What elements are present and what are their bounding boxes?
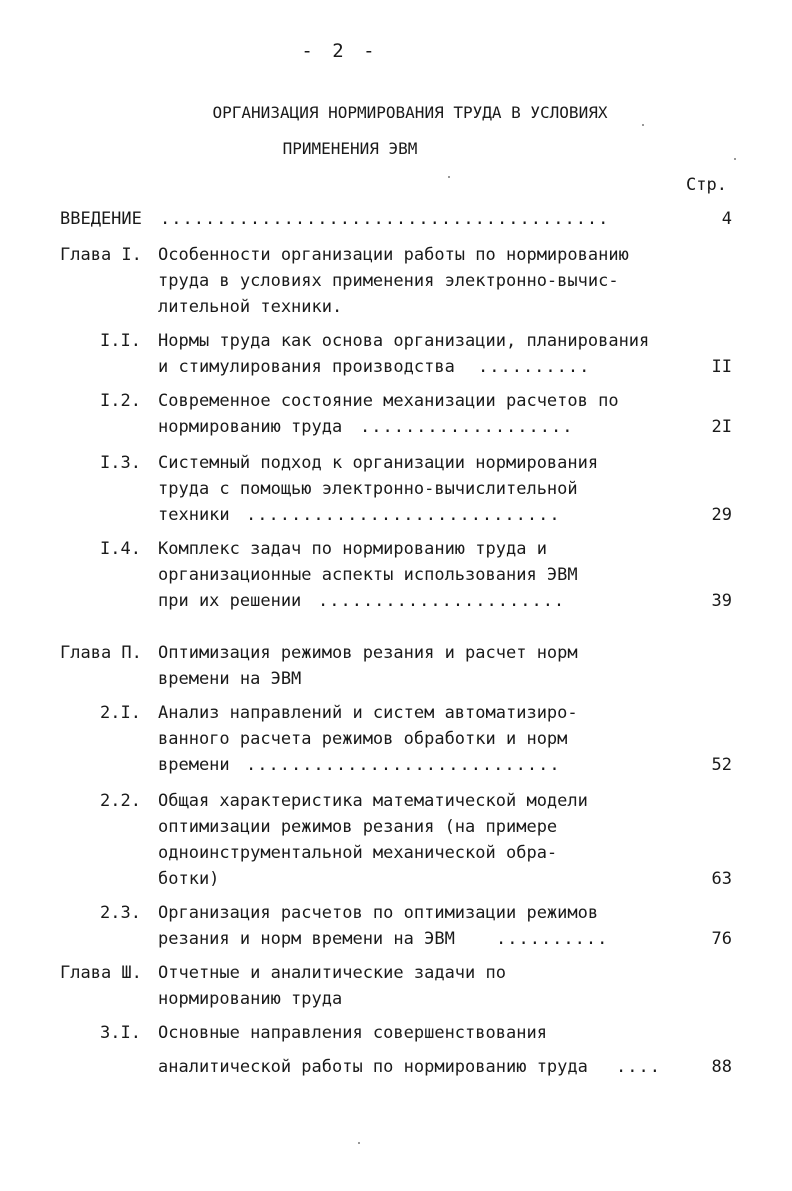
toc-section-line-1: Комплекс задач по нормированию труда и: [158, 539, 547, 559]
toc-section-line-3: времени: [158, 755, 230, 775]
toc-section-line-3: при их решении: [158, 591, 302, 611]
toc-section-line-2: нормированию труда: [158, 417, 343, 437]
toc-section-dots: ............................: [246, 755, 561, 775]
toc-chapter-3-line-2: нормированию труда: [158, 989, 343, 1009]
toc-section-page: 76: [711, 929, 732, 949]
toc-section-line-2: оптимизации режимов резания (на примере: [158, 817, 558, 837]
document-title-line-2: ПРИМЕНЕНИЯ ЭВМ: [282, 139, 418, 158]
toc-chapter-1-line-1: Особенности организации работы по нормированию: [158, 245, 629, 265]
toc-section-number: I.2.: [100, 391, 141, 411]
toc-section-number: I.I.: [100, 331, 141, 351]
toc-intro-dots: ........................................: [160, 209, 610, 229]
toc-section-number: I.4.: [100, 539, 141, 559]
toc-intro-page: 4: [721, 209, 732, 229]
page-column-header: Стр.: [686, 175, 727, 195]
toc-section-line-2: и стимулирования производства: [158, 357, 455, 377]
toc-section-page: 29: [711, 505, 732, 525]
toc-section-number: 2.2.: [100, 791, 141, 811]
toc-section-page: 88: [711, 1057, 732, 1077]
toc-section-dots: ............................: [246, 505, 561, 525]
toc-section-dots: ...................: [360, 417, 574, 437]
toc-section-line-2: аналитической работы по нормированию труда: [158, 1057, 588, 1077]
toc-chapter-3-label: Глава Ш.: [60, 963, 142, 983]
toc-section-line-2: ванного расчета режимов обработки и норм: [158, 729, 568, 749]
toc-chapter-1-line-2: труда в условиях применения электронно-вычис-: [158, 271, 619, 291]
toc-section-line-1: Системный подход к организации нормирования: [158, 453, 599, 473]
toc-section-line-1: Общая характеристика математической модели: [158, 791, 588, 811]
toc-section-page: 63: [711, 869, 732, 889]
toc-section-line-1: Основные направления совершенствования: [158, 1023, 547, 1043]
toc-section-line-2: труда с помощью электронно-вычислительной: [158, 479, 578, 499]
toc-section-line-3: одноинструментальной механической обра-: [158, 843, 558, 863]
scan-speck: [358, 1142, 360, 1144]
toc-section-line-3: техники: [158, 505, 230, 525]
page-number: - 2 -: [301, 40, 379, 62]
toc-section-page: 39: [711, 591, 732, 611]
toc-section-dots: ....: [616, 1057, 661, 1077]
toc-section-dots: ..........: [478, 357, 591, 377]
toc-section-page: 52: [711, 755, 732, 775]
toc-section-page: II: [711, 357, 732, 377]
toc-section-line-1: Нормы труда как основа организации, планирования: [158, 331, 650, 351]
toc-section-page: 2I: [711, 417, 732, 437]
scan-speck: [734, 158, 736, 160]
toc-section-line-2: резания и норм времени на ЭВМ: [158, 929, 455, 949]
toc-chapter-3-line-1: Отчетные и аналитические задачи по: [158, 963, 506, 983]
toc-section-line-4: ботки): [158, 869, 220, 889]
toc-section-line-1: Анализ направлений и систем автоматизиро-: [158, 703, 578, 723]
scan-speck: [448, 176, 450, 178]
toc-section-dots: ......................: [318, 591, 566, 611]
document-title-line-1: ОРГАНИЗАЦИЯ НОРМИРОВАНИЯ ТРУДА В УСЛОВИЯХ: [212, 103, 608, 122]
toc-section-dots: ..........: [496, 929, 609, 949]
toc-intro-label: ВВЕДЕНИЕ: [60, 209, 142, 229]
scan-speck: [642, 124, 644, 126]
toc-section-line-1: Организация расчетов по оптимизации режимов: [158, 903, 599, 923]
toc-chapter-2-label: Глава П.: [60, 643, 142, 663]
toc-section-number: 3.I.: [100, 1023, 141, 1043]
toc-chapter-2-line-1: Оптимизация режимов резания и расчет норм: [158, 643, 578, 663]
toc-chapter-1-label: Глава I.: [60, 245, 142, 265]
toc-section-number: 2.I.: [100, 703, 141, 723]
toc-section-number: I.3.: [100, 453, 141, 473]
toc-section-line-2: организационные аспекты использования ЭВМ: [158, 565, 578, 585]
toc-chapter-1-line-3: лительной техники.: [158, 297, 343, 317]
toc-chapter-2-line-2: времени на ЭВМ: [158, 669, 302, 689]
toc-section-line-1: Современное состояние механизации расчетов по: [158, 391, 619, 411]
toc-section-number: 2.3.: [100, 903, 141, 923]
